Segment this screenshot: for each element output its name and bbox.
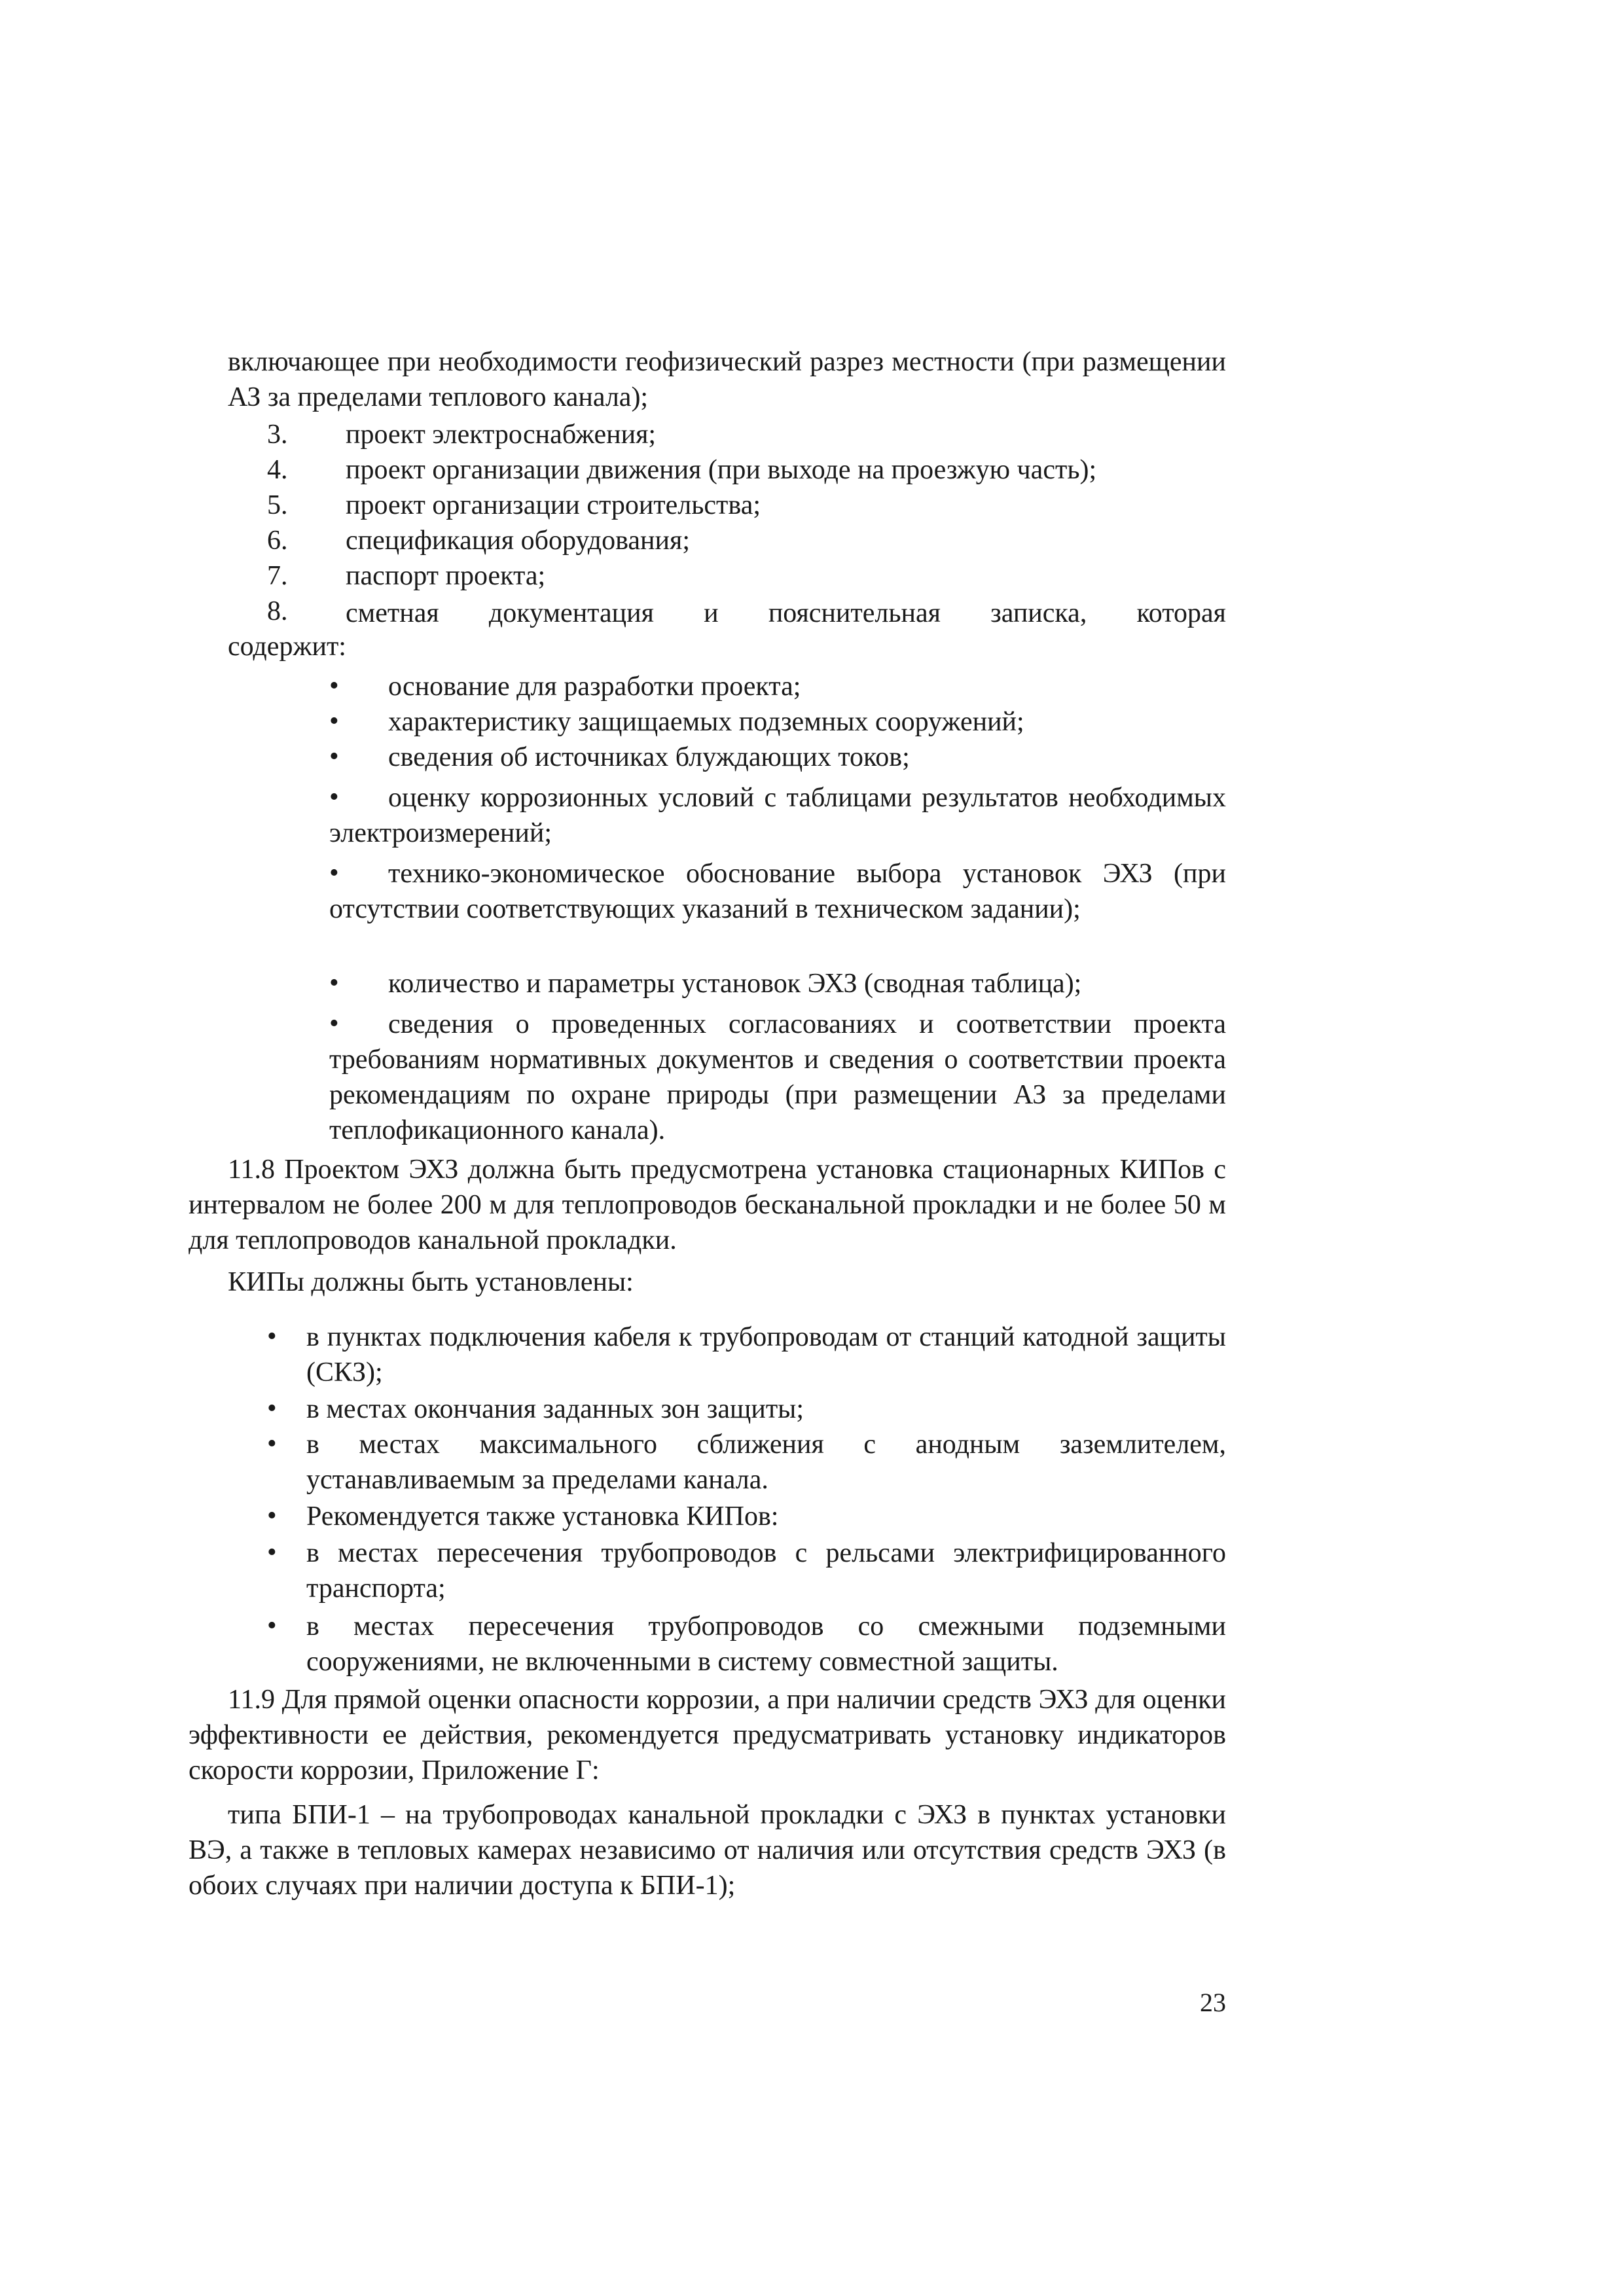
list-number: 7. bbox=[267, 561, 288, 591]
bullet-icon: • bbox=[329, 858, 339, 888]
list-item: оценку коррозионных условий с таблицами результатов необходимых электроизмерений; bbox=[329, 783, 1226, 848]
bullet-icon: • bbox=[329, 968, 339, 998]
list-item: сведения об источниках блуждающих токов; bbox=[388, 742, 910, 772]
list-item: в местах пересечения трубопроводов с рельсами электрифицированного транспорта; bbox=[306, 1538, 1226, 1604]
list-number: 5. bbox=[267, 490, 288, 520]
list-item: проект организации движения (при выходе на проезжую часть); bbox=[346, 455, 1097, 485]
list-number: 3. bbox=[267, 420, 288, 450]
bullet-icon: • bbox=[329, 671, 339, 701]
list-item: в пунктах подключения кабеля к трубопроводам от станций катодной защиты (СКЗ); bbox=[306, 1322, 1226, 1388]
list-item: проект электроснабжения; bbox=[346, 420, 657, 450]
list-item: в местах пересечения трубопроводов со смежными подземными сооружениями, не включенными в систему совместной защиты. bbox=[306, 1611, 1226, 1677]
bullet-icon: • bbox=[267, 1611, 277, 1641]
bullet-icon: • bbox=[329, 706, 339, 736]
list-item: проект организации строительства; bbox=[346, 490, 761, 520]
bullet-icon: • bbox=[267, 1321, 277, 1352]
bullet-icon: • bbox=[329, 782, 339, 812]
bullet-icon: • bbox=[329, 1009, 339, 1039]
paragraph-11-8: 11.8 Проектом ЭХЗ должна быть предусмотрена установка стационарных КИПов с интервалом не более 200 м для теплопроводов бесканальной прокладки и не более 50 м для теплопроводов канальной прокладки. bbox=[189, 1155, 1226, 1255]
contains-label: содержит: bbox=[228, 632, 346, 662]
list-item: спецификация оборудования; bbox=[346, 526, 690, 556]
intro-paragraph: включающее при необходимости геофизический разрез местности (при размещении АЗ за пределами теплового канала); bbox=[228, 347, 1226, 412]
bullet-icon: • bbox=[267, 1393, 277, 1424]
list-item: основание для разработки проекта; bbox=[388, 672, 801, 702]
bullet-icon: • bbox=[267, 1501, 277, 1531]
page-number: 23 bbox=[1200, 1988, 1226, 2017]
list-item: сведения о проведенных согласованиях и соответствии проекта требованиям нормативных документов и сведения о соответствии проекта рекомендациям по охране природы (при размещении АЗ за пределами теплофикационного канала). bbox=[329, 1009, 1226, 1145]
list-item: паспорт проекта; bbox=[346, 561, 546, 591]
list-item: технико-экономическое обоснование выбора установок ЭХЗ (при отсутствии соответствующих указаний в техническом задании); bbox=[329, 859, 1226, 924]
list-number: 4. bbox=[267, 455, 288, 485]
list-item: характеристику защищаемых подземных сооружений; bbox=[388, 707, 1024, 737]
kip-intro: КИПы должны быть установлены: bbox=[228, 1267, 634, 1297]
list-item: сметная документация и пояснительная записка, которая bbox=[346, 598, 1226, 628]
bullet-icon: • bbox=[267, 1537, 277, 1568]
bpi-paragraph: типа БПИ-1 – на трубопроводах канальной прокладки с ЭХЗ в пунктах установки ВЭ, а также в тепловых камерах независимо от наличия или отсутствия средств ЭХЗ (в обоих случаях при наличии доступа к БПИ-1); bbox=[189, 1800, 1226, 1901]
list-item: в местах максимального сближения с анодным заземлителем, устанавливаемым за пределами канала. bbox=[306, 1429, 1226, 1495]
list-number: 6. bbox=[267, 526, 288, 556]
bullet-icon: • bbox=[329, 742, 339, 772]
list-item: количество и параметры установок ЭХЗ (сводная таблица); bbox=[388, 969, 1082, 999]
list-item: в местах окончания заданных зон защиты; bbox=[306, 1394, 804, 1424]
list-number: 8. bbox=[267, 596, 288, 626]
list-item: Рекомендуется также установка КИПов: bbox=[306, 1501, 779, 1532]
bullet-icon: • bbox=[267, 1429, 277, 1459]
paragraph-11-9: 11.9 Для прямой оценки опасности коррозии, а при наличии средств ЭХЗ для оценки эффективности ее действия, рекомендуется предусматривать установку индикаторов скорости коррозии, Приложение Г: bbox=[189, 1685, 1226, 1785]
